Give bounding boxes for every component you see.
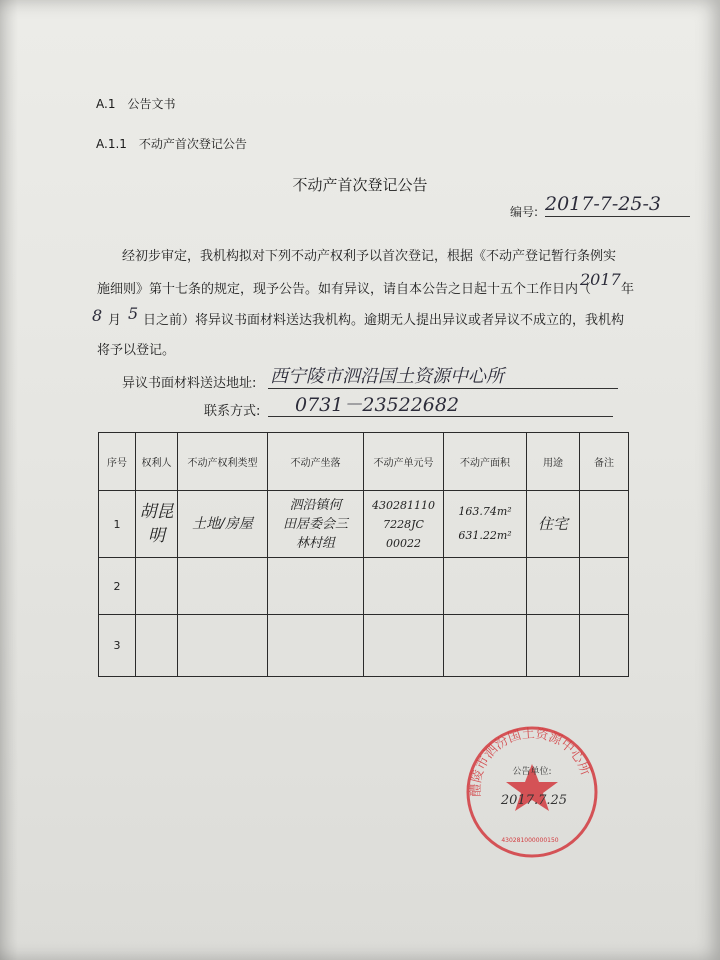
para-line-1: 经初步审定，我机构拟对下列不动产权利予以首次登记，根据《不动产登记暂行条例实: [122, 249, 617, 264]
cell-serial: 1: [99, 491, 136, 558]
cell-serial: 2: [99, 558, 136, 615]
cell-location: [268, 558, 364, 615]
cell-unit-number: [364, 615, 444, 677]
para-line-3: 日之前）将异议书面材料送达我机构。逾期无人提出异议或者异议不成立的，我机构: [143, 313, 625, 328]
cell-location: 泗沿镇何 田居委会三 林村组: [268, 491, 364, 558]
cell-right-type: [178, 558, 268, 615]
cell-right-type: 土地/房屋: [178, 491, 268, 558]
cell-use: [527, 558, 580, 615]
para-month-label: 月: [108, 313, 122, 328]
cell-note: [580, 615, 629, 677]
cell-owner: [136, 558, 178, 615]
cell-owner: [136, 615, 178, 677]
section-heading-a1: A.1 公告文书: [96, 97, 176, 111]
cell-owner: 胡昆 明: [136, 491, 178, 558]
para-line-4: 将予以登记。: [97, 343, 176, 358]
page-edge-shadow: [0, 0, 18, 960]
cell-location: [268, 615, 364, 677]
objection-address-value: 西宁陵市泗沿国土资源中心所: [270, 366, 504, 387]
table-row: [99, 558, 629, 615]
seal-date-handwritten: 2017.7.25: [500, 793, 568, 808]
cell-unit-number: [364, 558, 444, 615]
header-location: 不动产坐落: [268, 433, 364, 491]
cell-use: [527, 615, 580, 677]
cell-unit-number: 430281110 7228JC 00022: [364, 491, 444, 558]
para-day-handwritten: 5: [128, 304, 139, 323]
table-header-row: [99, 433, 629, 491]
cell-serial: 3: [99, 615, 136, 677]
official-seal: [462, 722, 602, 862]
serial-label: 编号:: [510, 205, 539, 219]
seal-ring-text: 醴陵市泗汾国土资源中心所: [468, 726, 593, 797]
table-row: [99, 615, 629, 677]
seal-code: 430281000000150: [501, 837, 559, 844]
cell-right-type: [178, 615, 268, 677]
cell-area: [444, 558, 527, 615]
serial-number: 2017-7-25-3: [545, 193, 661, 215]
serial-underline: [545, 216, 690, 217]
para-month-handwritten: 8: [92, 306, 103, 325]
header-serial: 序号: [99, 433, 136, 491]
table-row: [99, 491, 629, 558]
objection-address-label: 异议书面材料送达地址:: [122, 376, 257, 391]
para-year-label: 年: [621, 282, 635, 297]
contact-value: 0731－23522682: [295, 394, 460, 416]
registration-table: [98, 432, 629, 677]
cell-use: 住宅: [527, 491, 580, 558]
para-year-handwritten: 2017: [580, 270, 621, 289]
address-underline: [268, 388, 618, 389]
header-note: 备注: [580, 433, 629, 491]
header-owner: 权利人: [136, 433, 178, 491]
cell-note: [580, 491, 629, 558]
contact-underline: [268, 416, 613, 417]
document-title: 不动产首次登记公告: [292, 176, 428, 194]
header-area: 不动产面积: [444, 433, 527, 491]
para-line-2: 施细则》第十七条的规定，现予公告。如有异议，请自本公告之日起十五个工作日内（: [97, 282, 592, 297]
cell-area: [444, 615, 527, 677]
header-unit-number: 不动产单元号: [364, 433, 444, 491]
section-heading-a11: A.1.1 不动产首次登记公告: [96, 137, 247, 151]
contact-label: 联系方式:: [204, 404, 261, 419]
seal-inner-label: 公告单位:: [512, 767, 552, 777]
cell-note: [580, 558, 629, 615]
cell-area: 163.74m² 631.22m²: [444, 491, 527, 558]
header-use: 用途: [527, 433, 580, 491]
header-right-type: 不动产权利类型: [178, 433, 268, 491]
